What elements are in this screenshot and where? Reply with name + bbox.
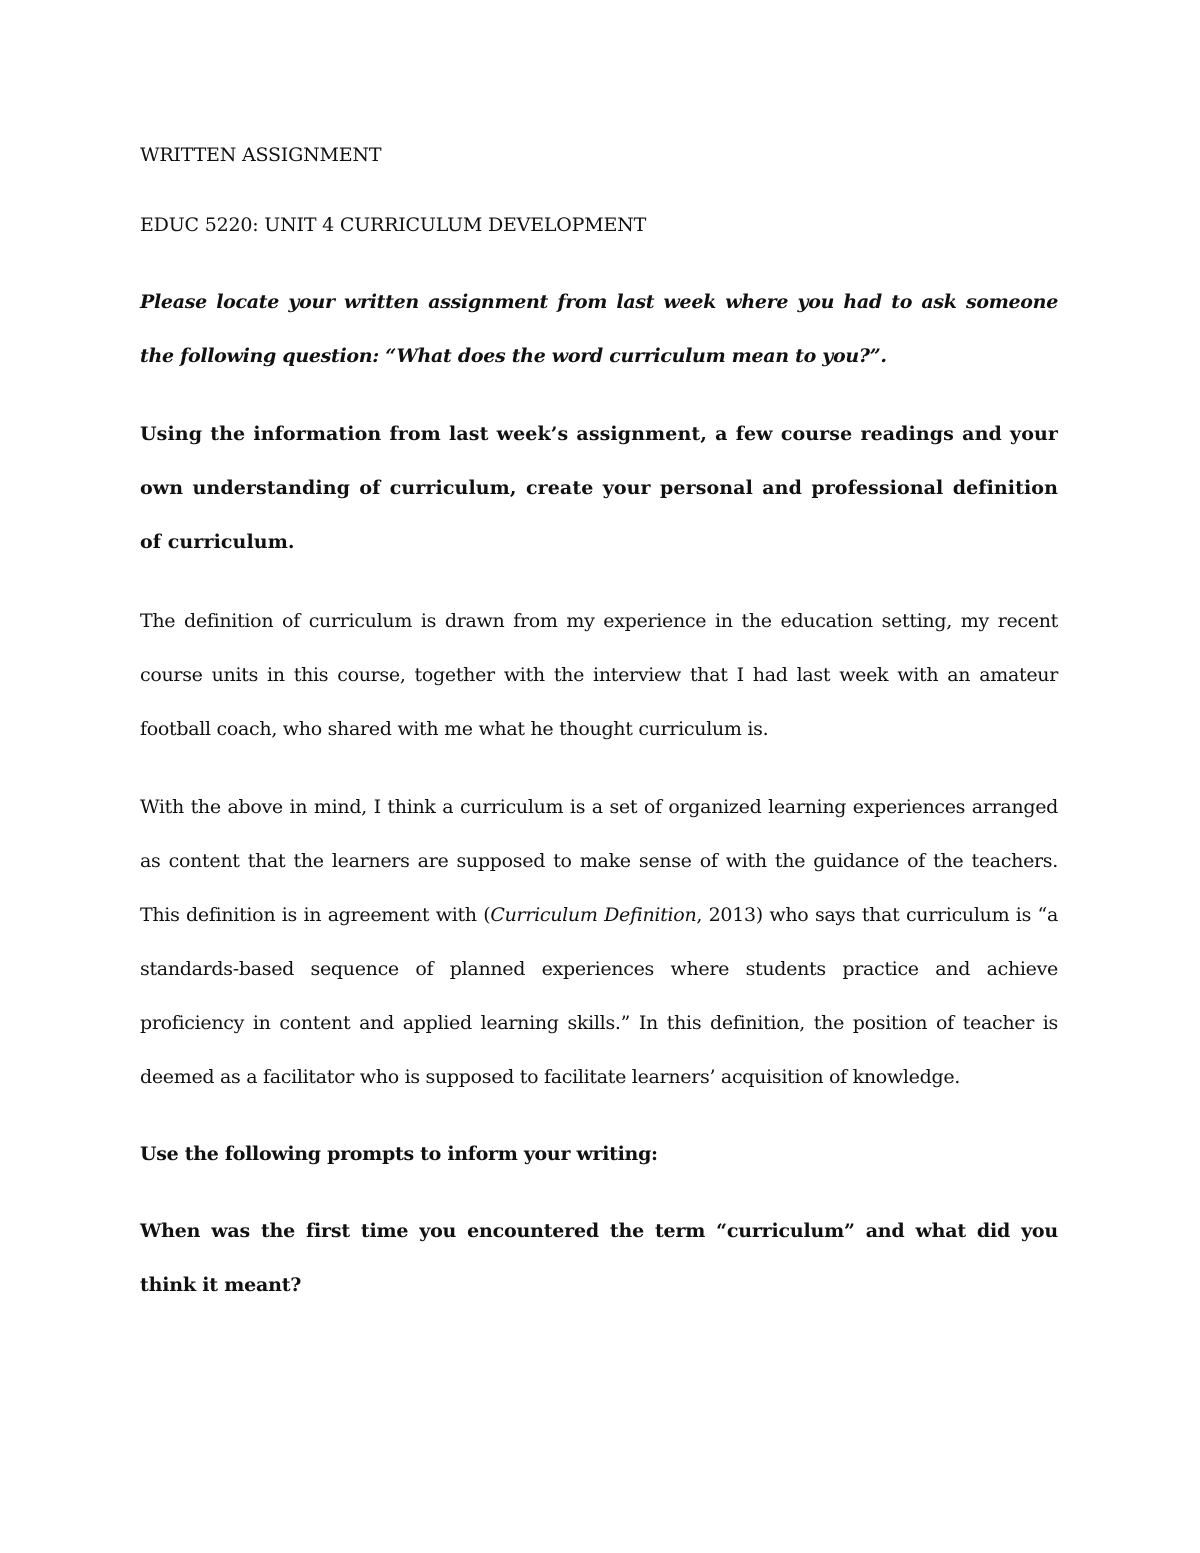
paragraph-2-text-start: With the above in mind, I think a curriculum is a set of organized learning experiences arranged as content that the learners are supposed to make sense of with the guidance of the teachers. This definition is in agreement with ( bbox=[140, 796, 1058, 926]
prompt-question-1: When was the first time you encountered the term “curriculum” and what did you think it meant? bbox=[140, 1220, 1058, 1296]
body-paragraph-2 bbox=[140, 780, 1058, 1104]
prompts-heading: Use the following prompts to inform your writing: bbox=[140, 1143, 658, 1165]
paragraph-2-text-end: , 2013) who says that curriculum is “a standards-based sequence of planned experiences where students practice and achieve proficiency in content and applied learning skills.” In this definition, the position of teacher is deemed as a facilitator who is supposed to facilitate learners’ acquisition of knowledge. bbox=[140, 904, 1058, 1088]
document-title: WRITTEN ASSIGNMENT bbox=[140, 144, 382, 166]
assignment-prompt: Please locate your written assignment from last week where you had to ask someone the following question: “What does the word curriculum mean to you?”. bbox=[140, 291, 1058, 367]
body-paragraph-1: The definition of curriculum is drawn from my experience in the education setting, my recent course units in this course, together with the interview that I had last week with an amateur football coach, who shared with me what he thought curriculum is. bbox=[140, 610, 1058, 740]
assignment-instruction: Using the information from last week’s assignment, a few course readings and your own understanding of curriculum, create your personal and professional definition of curriculum. bbox=[140, 423, 1058, 553]
course-heading: EDUC 5220: UNIT 4 CURRICULUM DEVELOPMENT bbox=[140, 214, 647, 236]
citation-title: Curriculum Definition bbox=[490, 904, 697, 926]
